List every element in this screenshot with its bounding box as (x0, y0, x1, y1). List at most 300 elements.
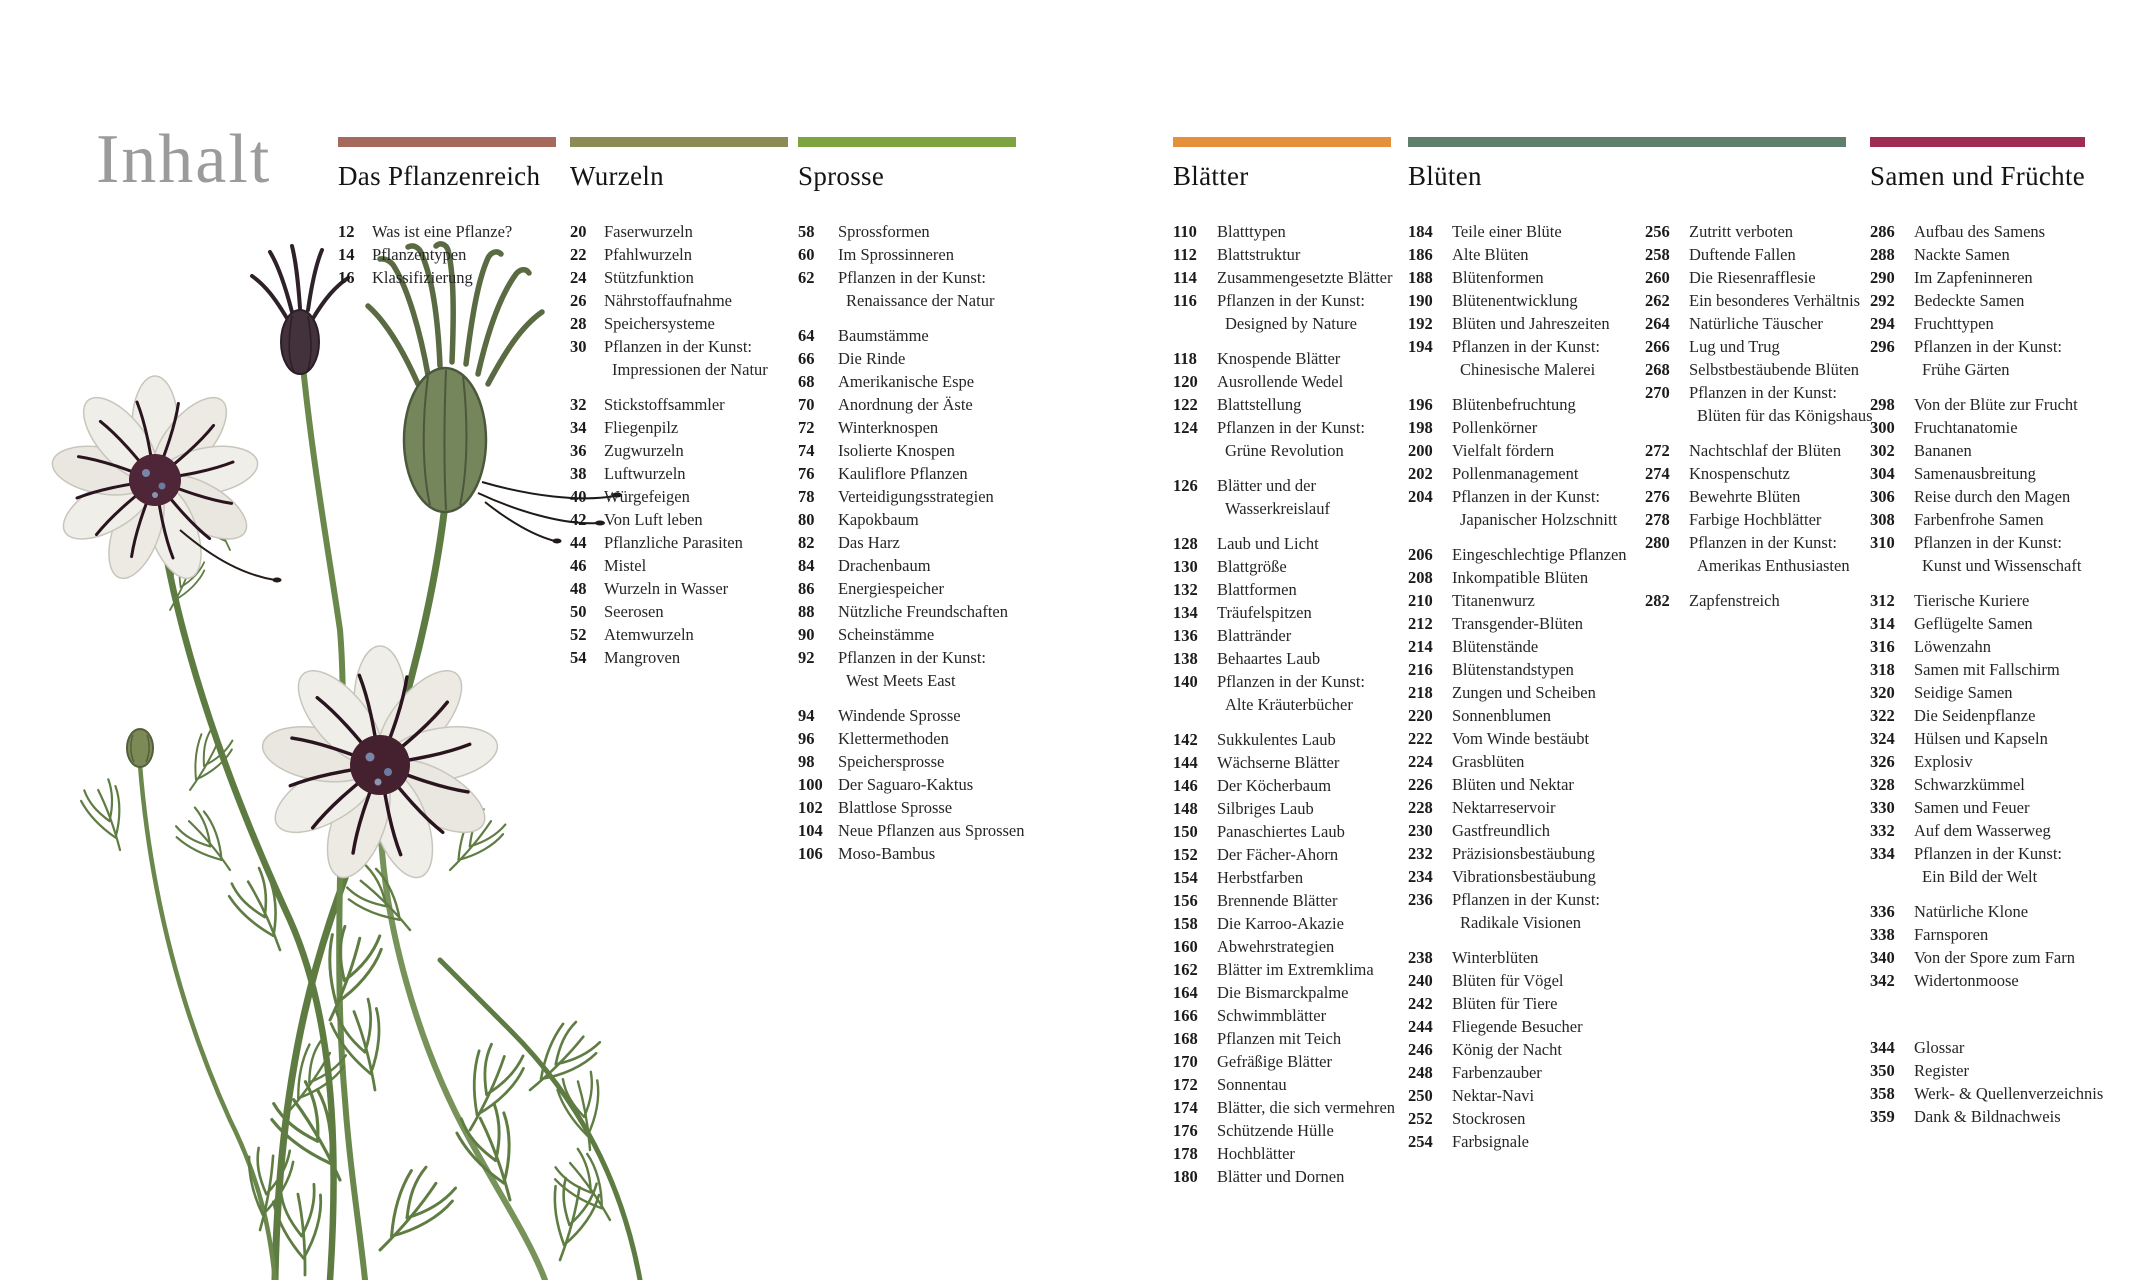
entry-page-number: 168 (1173, 1029, 1198, 1048)
toc-entry (798, 727, 1016, 750)
toc-entry (1408, 462, 1626, 485)
entry-label: Farbenzauber (1452, 1063, 1542, 1082)
entry-label: Blatttypen (1217, 222, 1286, 241)
entry-label: Pfahlwurzeln (604, 245, 692, 264)
entry-label: Alte Blüten (1452, 245, 1529, 264)
entry-page-number: 238 (1408, 948, 1433, 967)
entry-label: Nackte Samen (1914, 245, 2010, 264)
toc-entry (1173, 1119, 1391, 1142)
entry-page-number: 98 (798, 752, 815, 771)
toc-entry (1408, 635, 1626, 658)
entry-label: Nährstoffaufnahme (604, 291, 732, 310)
entry-page-number: 294 (1870, 314, 1895, 333)
entry-label: Pflanzen in der Kunst: Chinesische Malerei (1452, 337, 1601, 379)
toc-entry (1173, 774, 1391, 797)
entry-page-number: 322 (1870, 706, 1895, 725)
entry-page-number: 84 (798, 556, 815, 575)
entry-page-number: 126 (1173, 476, 1198, 495)
entry-label: Verteidigungsstrategien (838, 487, 994, 506)
toc-entry (798, 347, 1016, 370)
entry-label: Pflanzen in der Kunst: Alte Kräuterbücher (1217, 672, 1366, 714)
entry-page-number: 62 (798, 268, 815, 287)
entry-page-number: 248 (1408, 1063, 1433, 1082)
toc-entry (1173, 820, 1391, 843)
section-color-bar (1173, 137, 1391, 147)
toc-entry (1870, 819, 2085, 842)
toc-entry (570, 393, 788, 416)
entry-label: Dank & Bildnachweis (1914, 1107, 2061, 1126)
entry-page-number: 136 (1173, 626, 1198, 645)
entry-label: Natürliche Täuscher (1689, 314, 1823, 333)
entry-label: Schwarzkümmel (1914, 775, 2025, 794)
entry-page-number: 336 (1870, 902, 1895, 921)
toc-entry (1870, 243, 2085, 266)
toc-entry (1408, 1130, 1626, 1153)
entry-page-number: 270 (1645, 383, 1670, 402)
entry-page-number: 40 (570, 487, 587, 506)
entry-label: Farnsporen (1914, 925, 1989, 944)
entry-label: Zapfenstreich (1689, 591, 1780, 610)
entry-label: Wächserne Blätter (1217, 753, 1340, 772)
entry-label: Knospende Blätter (1217, 349, 1341, 368)
entry-label: Energiespeicher (838, 579, 944, 598)
toc-entry (1408, 681, 1626, 704)
entry-label: Hochblätter (1217, 1144, 1295, 1163)
toc-entry (798, 623, 1016, 646)
entry-page-number: 68 (798, 372, 815, 391)
entry-page-number: 314 (1870, 614, 1895, 633)
entry-page-number: 190 (1408, 291, 1433, 310)
entry-label: Die Riesenrafflesie (1689, 268, 1816, 287)
entry-page-number: 64 (798, 326, 815, 345)
entry-page-number: 72 (798, 418, 815, 437)
entry-page-number: 188 (1408, 268, 1433, 287)
toc-entry (570, 508, 788, 531)
entry-label: Pollenkörner (1452, 418, 1538, 437)
toc-entry (1408, 819, 1626, 842)
toc-entry (1870, 312, 2085, 335)
entry-label: Sonnenblumen (1452, 706, 1551, 725)
entry-page-number: 50 (570, 602, 587, 621)
entry-page-number: 246 (1408, 1040, 1433, 1059)
entry-page-number: 318 (1870, 660, 1895, 679)
toc-entry (1173, 555, 1391, 578)
entry-label: Klassifizierung (372, 268, 473, 287)
toc-entry (1408, 335, 1626, 381)
toc-entry (570, 439, 788, 462)
section-entries (1870, 220, 2085, 992)
toc-entry (1870, 727, 2085, 750)
toc-entry (1408, 1084, 1626, 1107)
entry-label: Blattstellung (1217, 395, 1302, 414)
entry-page-number: 198 (1408, 418, 1433, 437)
entry-page-number: 30 (570, 337, 587, 356)
entry-label: Von der Blüte zur Frucht (1914, 395, 2078, 414)
toc-entry (1408, 566, 1626, 589)
entry-page-number: 82 (798, 533, 815, 552)
toc-entry (570, 554, 788, 577)
toc-entry (1870, 900, 2085, 923)
entry-page-number: 244 (1408, 1017, 1433, 1036)
entry-label: Mangroven (604, 648, 681, 667)
toc-entry (1173, 958, 1391, 981)
toc-entry (1408, 543, 1626, 566)
toc-entry (1173, 1096, 1396, 1119)
toc-entry (1408, 1061, 1626, 1084)
toc-entry (1870, 531, 2085, 577)
section-entries (1173, 220, 1396, 1188)
entry-page-number: 172 (1173, 1075, 1198, 1094)
entry-label: Nützliche Freundschaften (838, 602, 1008, 621)
toc-entry (798, 577, 1016, 600)
section-wurzeln (570, 137, 788, 669)
entry-label: Ausrollende Wedel (1217, 372, 1344, 391)
toc-entry (1408, 612, 1626, 635)
toc-entry (1645, 243, 1845, 266)
entry-label: Pflanzen in der Kunst: Kunst und Wissenschaft (1914, 533, 2082, 575)
toc-entry (338, 243, 556, 266)
entry-page-number: 36 (570, 441, 587, 460)
entry-label: Kauliflore Pflanzen (838, 464, 968, 483)
entry-label: Ein besonderes Verhältnis (1689, 291, 1861, 310)
toc-entry (1870, 1082, 2104, 1105)
entry-label: Duftende Fallen (1689, 245, 1796, 264)
entry-label: Blütenentwicklung (1452, 291, 1578, 310)
toc-entry (1645, 381, 1873, 427)
entry-page-number: 204 (1408, 487, 1433, 506)
entry-label: Grasblüten (1452, 752, 1525, 771)
entry-page-number: 156 (1173, 891, 1198, 910)
entry-label: Seerosen (604, 602, 664, 621)
toc-entry (1173, 578, 1391, 601)
section-title: Samen und Früchte (1870, 161, 2086, 191)
entry-page-number: 302 (1870, 441, 1895, 460)
toc-entry (570, 462, 788, 485)
entry-page-number: 324 (1870, 729, 1895, 748)
toc-entry (1870, 462, 2085, 485)
entry-label: Transgender-Blüten (1452, 614, 1584, 633)
entry-label: Zugwurzeln (604, 441, 684, 460)
section-color-bar (1408, 137, 1846, 147)
entry-label: Fruchttypen (1914, 314, 1994, 333)
toc-entry (1645, 312, 1845, 335)
entry-page-number: 140 (1173, 672, 1198, 691)
toc-entry (1173, 797, 1391, 820)
entry-page-number: 28 (570, 314, 587, 333)
entry-label: Neue Pflanzen aus Sprossen (838, 821, 1025, 840)
entry-page-number: 102 (798, 798, 823, 817)
entry-page-number: 46 (570, 556, 587, 575)
entry-label: Herbstfarben (1217, 868, 1304, 887)
entry-page-number: 228 (1408, 798, 1433, 817)
entry-page-number: 290 (1870, 268, 1895, 287)
toc-entry (798, 704, 1016, 727)
entry-label: Träufelspitzen (1217, 603, 1312, 622)
entry-label: Register (1914, 1061, 1969, 1080)
toc-entry (1870, 658, 2085, 681)
entry-page-number: 186 (1408, 245, 1433, 264)
entry-page-number: 148 (1173, 799, 1198, 818)
entry-page-number: 334 (1870, 844, 1895, 863)
entry-label: Von der Spore zum Farn (1914, 948, 2076, 967)
entry-page-number: 222 (1408, 729, 1433, 748)
toc-entry (1645, 439, 1845, 462)
toc-entry (1870, 1036, 2085, 1059)
toc-entry (798, 220, 1016, 243)
toc-entry (1173, 843, 1391, 866)
entry-label: Fliegenpilz (604, 418, 679, 437)
entry-page-number: 340 (1870, 948, 1895, 967)
entry-label: Silbriges Laub (1217, 799, 1314, 818)
entry-page-number: 180 (1173, 1167, 1198, 1186)
entry-page-number: 106 (798, 844, 823, 863)
entry-page-number: 358 (1870, 1084, 1895, 1103)
toc-entry (1870, 508, 2085, 531)
entry-label: Fliegende Besucher (1452, 1017, 1583, 1036)
toc-entry (1870, 266, 2085, 289)
entry-page-number: 80 (798, 510, 815, 529)
toc-entry (570, 577, 788, 600)
entry-label: Blüten und Jahreszeiten (1452, 314, 1610, 333)
entry-page-number: 132 (1173, 580, 1198, 599)
toc-entry (1870, 335, 2085, 381)
toc-entry (1645, 531, 1850, 577)
entry-page-number: 134 (1173, 603, 1198, 622)
entry-label: Baumstämme (838, 326, 929, 345)
toc-entry (1173, 981, 1391, 1004)
entry-label: Was ist eine Pflanze? (372, 222, 513, 241)
toc-entry (1408, 243, 1626, 266)
entry-page-number: 262 (1645, 291, 1670, 310)
entry-label: Bananen (1914, 441, 1972, 460)
section-title: Blüten (1408, 161, 1482, 191)
toc-entry (1408, 992, 1626, 1015)
flower-upper (49, 376, 282, 586)
entry-page-number: 158 (1173, 914, 1198, 933)
entry-label: Inkompatible Blüten (1452, 568, 1589, 587)
entry-page-number: 192 (1408, 314, 1433, 333)
section-samen-und-fruechte (1870, 137, 2104, 1128)
entry-page-number: 26 (570, 291, 587, 310)
section-title: Blätter (1173, 161, 1249, 191)
toc-entry (570, 220, 788, 243)
entry-label: Winterblüten (1452, 948, 1539, 967)
entry-page-number: 344 (1870, 1038, 1895, 1057)
entry-label: Im Zapfeninneren (1914, 268, 2033, 287)
toc-entry (1870, 946, 2085, 969)
entry-page-number: 280 (1645, 533, 1670, 552)
section-entries-right (1645, 220, 1873, 612)
toc-entry (1173, 393, 1391, 416)
entry-page-number: 272 (1645, 441, 1670, 460)
toc-entry (570, 531, 788, 554)
entry-page-number: 298 (1870, 395, 1895, 414)
entry-page-number: 152 (1173, 845, 1198, 864)
flower-bud (127, 729, 153, 767)
entry-label: Fruchtanatomie (1914, 418, 2018, 437)
entry-page-number: 332 (1870, 821, 1895, 840)
entry-label: Pflanzen in der Kunst: Impressionen der Natur (604, 337, 768, 379)
entry-label: Stickstoffsammler (604, 395, 725, 414)
toc-entry (1870, 1059, 2085, 1082)
entry-page-number: 226 (1408, 775, 1433, 794)
toc-entry (1408, 220, 1626, 243)
entry-page-number: 320 (1870, 683, 1895, 702)
entry-label: Das Harz (838, 533, 900, 552)
entry-label: Pflanzen in der Kunst: Japanischer Holzschnitt (1452, 487, 1618, 529)
entry-label: Mistel (604, 556, 647, 575)
toc-entry (1870, 439, 2085, 462)
toc-entry (1408, 865, 1626, 888)
toc-entry (1870, 1105, 2085, 1128)
toc-entry (1408, 704, 1626, 727)
entry-page-number: 194 (1408, 337, 1433, 356)
entry-label: Pflanzen in der Kunst: Frühe Gärten (1914, 337, 2063, 379)
entry-label: Der Saguaro-Kaktus (838, 775, 974, 794)
entry-label: Hülsen und Kapseln (1914, 729, 2048, 748)
entry-label: Schützende Hülle (1217, 1121, 1334, 1140)
entry-label: Moso-Bambus (838, 844, 936, 863)
entry-label: Teile einer Blüte (1452, 222, 1562, 241)
entry-page-number: 114 (1173, 268, 1197, 287)
toc-entry (1645, 335, 1845, 358)
entry-page-number: 330 (1870, 798, 1895, 817)
toc-entry (798, 600, 1016, 623)
section-blaetter (1173, 137, 1396, 1188)
entry-page-number: 234 (1408, 867, 1433, 886)
entry-label: Präzisionsbestäubung (1452, 844, 1595, 863)
entry-label: Natürliche Klone (1914, 902, 2029, 921)
entry-label: Pflanzen mit Teich (1217, 1029, 1342, 1048)
toc-entry (798, 485, 1016, 508)
entry-page-number: 94 (798, 706, 815, 725)
entry-label: Der Fächer-Ahorn (1217, 845, 1339, 864)
entry-label: Blattstruktur (1217, 245, 1301, 264)
entry-page-number: 184 (1408, 222, 1433, 241)
entry-label: Stützfunktion (604, 268, 694, 287)
entry-page-number: 92 (798, 648, 815, 667)
toc-entry (798, 462, 1016, 485)
entry-label: Selbstbestäubende Blüten (1689, 360, 1860, 379)
entry-label: Reise durch den Magen (1914, 487, 2071, 506)
entry-label: Pflanzen in der Kunst: Designed by Nature (1217, 291, 1366, 333)
toc-entry (1645, 508, 1845, 531)
entry-page-number: 218 (1408, 683, 1433, 702)
entry-label: Werk- & Quellenverzeichnis (1914, 1084, 2104, 1103)
entry-page-number: 236 (1408, 890, 1433, 909)
entry-label: Samenausbreitung (1914, 464, 2036, 483)
entry-label: Knospenschutz (1689, 464, 1790, 483)
toc-entry (1173, 1073, 1391, 1096)
entry-label: Löwenzahn (1914, 637, 1991, 656)
entry-page-number: 150 (1173, 822, 1198, 841)
toc-entry (1408, 312, 1626, 335)
toc-entry (1173, 220, 1391, 243)
entry-label: Blütenbefruchtung (1452, 395, 1576, 414)
toc-entry (570, 243, 788, 266)
entry-label: Im Sprossinneren (838, 245, 954, 264)
toc-entry (798, 773, 1016, 796)
entry-label: Kapokbaum (838, 510, 919, 529)
toc-entry (1408, 416, 1626, 439)
entry-page-number: 164 (1173, 983, 1198, 1002)
entry-page-number: 350 (1870, 1061, 1895, 1080)
entry-page-number: 12 (338, 222, 355, 241)
toc-entry (798, 554, 1016, 577)
entry-page-number: 260 (1645, 268, 1670, 287)
toc-entry (1645, 266, 1845, 289)
toc-entry (798, 393, 1016, 416)
toc-entry (1173, 347, 1391, 370)
toc-entry (1408, 1015, 1626, 1038)
toc-entry (1408, 289, 1626, 312)
toc-entry (1408, 266, 1626, 289)
entry-label: Scheinstämme (838, 625, 935, 644)
toc-entry (570, 416, 788, 439)
section-backmatter (1870, 1036, 2104, 1128)
entry-label: Blütenstände (1452, 637, 1539, 656)
entry-label: Geflügelte Samen (1914, 614, 2033, 633)
entry-page-number: 202 (1408, 464, 1433, 483)
toc-entry (1173, 866, 1391, 889)
entry-label: Nachtschlaf der Blüten (1689, 441, 1842, 460)
toc-entry (1870, 612, 2085, 635)
toc-entry (798, 842, 1016, 865)
entry-label: Farbsignale (1452, 1132, 1529, 1151)
entry-page-number: 266 (1645, 337, 1670, 356)
entry-label: Laub und Licht (1217, 534, 1319, 553)
toc-entry (1408, 439, 1626, 462)
entry-page-number: 312 (1870, 591, 1895, 610)
entry-label: Schwimmblätter (1217, 1006, 1327, 1025)
entry-label: Drachenbaum (838, 556, 931, 575)
entry-page-number: 14 (338, 245, 355, 264)
entry-page-number: 112 (1173, 245, 1197, 264)
entry-page-number: 242 (1408, 994, 1433, 1013)
entry-label: Die Bismarckpalme (1217, 983, 1349, 1002)
entry-page-number: 304 (1870, 464, 1895, 483)
entry-page-number: 138 (1173, 649, 1198, 668)
entry-page-number: 196 (1408, 395, 1433, 414)
entry-page-number: 90 (798, 625, 815, 644)
toc-entry (338, 220, 556, 243)
entry-page-number: 252 (1408, 1109, 1433, 1128)
entry-label: Nektar-Navi (1452, 1086, 1535, 1105)
toc-entry (1645, 485, 1845, 508)
entry-label: Aufbau des Samens (1914, 222, 2046, 241)
toc-entry (570, 312, 788, 335)
entry-page-number: 78 (798, 487, 815, 506)
toc-entry (1173, 474, 1391, 520)
entry-page-number: 276 (1645, 487, 1670, 506)
toc-entry (1870, 485, 2085, 508)
entry-page-number: 310 (1870, 533, 1895, 552)
entry-page-number: 20 (570, 222, 587, 241)
entry-label: Eingeschlechtige Pflanzen (1452, 545, 1627, 564)
entry-page-number: 342 (1870, 971, 1895, 990)
entry-page-number: 232 (1408, 844, 1433, 863)
toc-entry (798, 508, 1016, 531)
entry-label: Atemwurzeln (604, 625, 694, 644)
seed-pod-dark (252, 246, 348, 374)
toc-entry (570, 266, 788, 289)
toc-entry (570, 289, 788, 312)
toc-entry (570, 623, 788, 646)
toc-entry (1173, 1165, 1391, 1188)
section-blueten (1408, 137, 1873, 1153)
entry-label: Pflanzentypen (372, 245, 467, 264)
entry-page-number: 100 (798, 775, 823, 794)
